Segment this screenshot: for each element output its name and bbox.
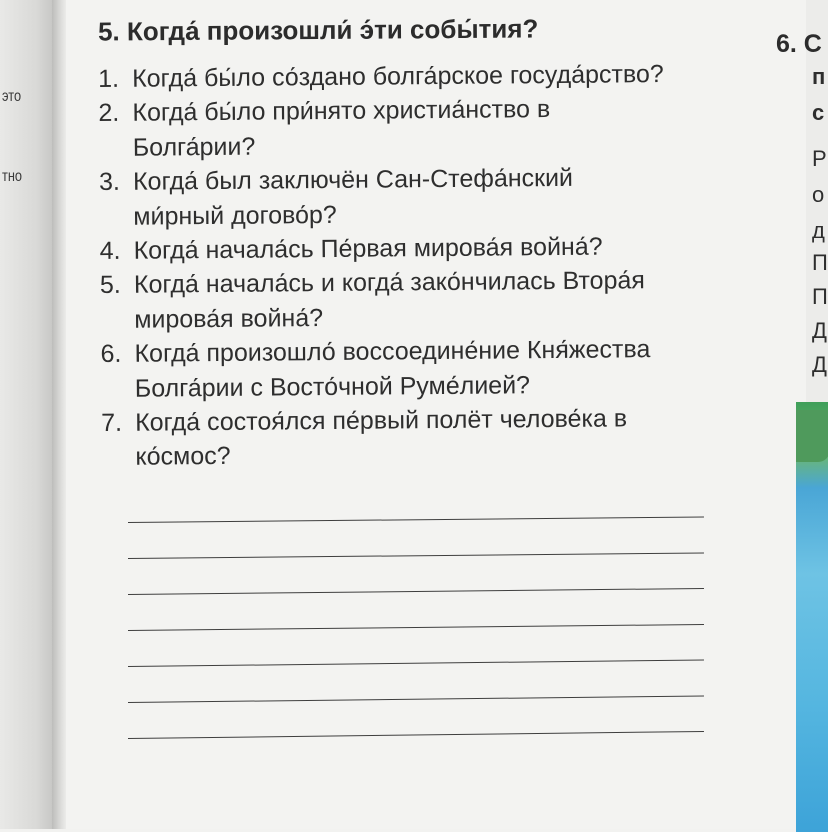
right-page-text-fragment: П (812, 250, 828, 275)
question-text: Когда́ бы́ло при́нято христиа́нство в Болга́рии? (132, 95, 551, 162)
question-list (98, 56, 742, 474)
question-item (101, 400, 742, 474)
question-item (99, 160, 740, 234)
question-number: 4. (99, 236, 121, 266)
question-item (100, 228, 740, 268)
left-page-text-fragment: тно (2, 168, 23, 185)
right-page-text-fragment: с (812, 100, 825, 125)
question-number: 5. (99, 271, 121, 300)
right-page-text-fragment: Д (812, 318, 827, 343)
right-page-text-fragment: о (812, 182, 825, 207)
right-page-text-fragment: Р (812, 146, 827, 171)
question-number: 3. (98, 168, 121, 197)
right-page-text-fragment: п (812, 64, 826, 89)
next-exercise-title: 6. С (776, 30, 822, 58)
question-number: 6. (100, 340, 122, 369)
question-text: Когда́ состоя́лся пе́рвый полёт челове́ка в ко́смос? (135, 404, 628, 472)
exercise-title: 5. Когда́ произошли́ э́ти собы́тия? (97, 13, 539, 47)
question-text: Когда́ бы́ло со́здано болга́рское госуда́рство? (132, 60, 664, 93)
map-image-fragment (796, 402, 828, 832)
question-item (100, 263, 741, 337)
question-text: Когда́ произошло́ воссоедине́ние Кня́жества Болга́рии с Восто́чной Руме́лией? (134, 335, 651, 403)
question-text: Когда́ начала́сь Пе́рвая мирова́я война́? (133, 232, 603, 265)
right-page-text-fragment: Д (812, 352, 827, 377)
question-item (98, 56, 738, 96)
map-land-area (796, 410, 828, 462)
question-item (100, 332, 741, 406)
right-page-text-fragment: д (812, 218, 825, 243)
left-page-text-fragment: это (2, 88, 22, 105)
question-number: 1. (98, 64, 120, 93)
question-text: Когда́ начала́сь и когда́ зако́нчилась Втора́я мирова́я война́? (133, 266, 645, 334)
question-text: Когда́ был заключён Сан-Стефа́нский ми́рный догово́р? (132, 164, 574, 231)
left-page-edge (0, 0, 52, 829)
question-item (98, 91, 739, 165)
question-number: 7. (101, 408, 123, 438)
question-number: 2. (98, 99, 120, 128)
right-page-text-fragment: П (812, 284, 828, 309)
book-gutter (52, 0, 66, 829)
